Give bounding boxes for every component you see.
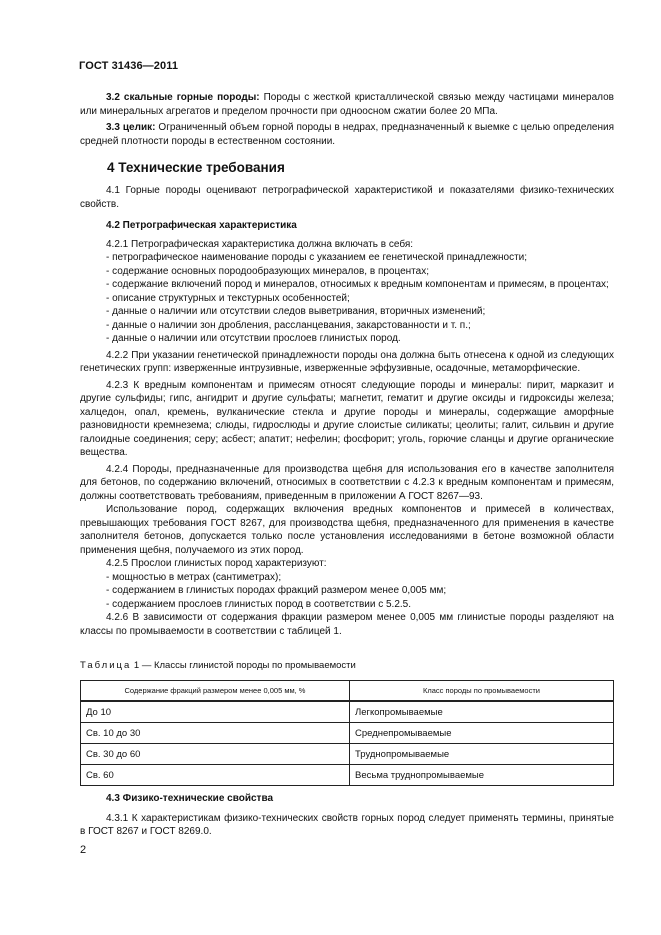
list2-item-2: - содержанием в глинистых породах фракций размером менее 0,005 мм; <box>106 585 447 596</box>
table-1-caption <box>80 660 356 671</box>
table-caption-label: Таблица <box>80 660 132 671</box>
paragraph-4-2-6: 4.2.6 В зависимости от содержания фракции размером менее 0,005 мм глинистые породы разделяют на классы по промываемости в соответствии с таблицей 1. <box>80 612 614 637</box>
paragraph-4-2-2: 4.2.2 При указании генетической принадлежности породы она должна быть отнесена к одной из следующих генетических групп: изверженные интрузивные, изверженные эффузивные, осадочные, метаморфические. <box>80 349 614 374</box>
table-row <box>81 744 614 765</box>
table-row <box>81 765 614 786</box>
page-number: 2 <box>80 844 87 856</box>
list1-item-1: - петрографическое наименование породы с указанием ее генетической принадлежности; <box>106 252 528 263</box>
table-cell-class: Среднепромываемые <box>350 723 614 744</box>
section-4-3-body <box>80 792 614 839</box>
paragraph-4-2-4: 4.2.4 Породы, предназначенные для производства щебня для использования его в качестве заполнителя для бетонов, по содержанию включений, относимых в соответствии с 4.2.3 к вредным компонентам и примесям, должны соответствовать требованиям, приведенным в приложении А ГОСТ 8267—93. <box>80 463 614 502</box>
section-4-title: 4 Технические требования <box>107 160 285 175</box>
definition-3-3-term: 3.3 целик: <box>106 122 156 133</box>
definition-3-3 <box>80 121 614 148</box>
paragraph-4-1: 4.1 Горные породы оценивают петрографической характеристикой и показателями физико-технических свойств. <box>80 185 614 210</box>
definition-3-2-term: 3.2 скальные горные породы: <box>106 92 260 103</box>
paragraph-4-2-4-continued: Использование пород, содержащих включения вредных компонентов и примесей в количествах, превышающих требования ГОСТ 8267, для производства щебня, предназначенного для применения в качестве заполнителя бетонов, допускается только после установления исследованиями в бетоне возможной области применения щебня, получаемого из этих пород. <box>80 504 614 556</box>
definitions-block <box>80 91 614 148</box>
list1-item-3: - содержание включений пород и минералов, относимых к вредным компонентам и примесям, в процентах; <box>106 279 609 290</box>
table-header-content: Содержание фракций размером менее 0,005 мм, % <box>81 681 350 702</box>
list1-item-7: - данные о наличии или отсутствии прослоев глинистых пород. <box>106 333 401 344</box>
table-cell-range: Св. 30 до 60 <box>81 744 350 765</box>
definition-3-3-text: Ограниченный объем горной породы в недрах, предназначенный к выемке с целью определения средней плотности породы в естественном состоянии. <box>80 122 614 147</box>
table-row <box>81 723 614 744</box>
section-4-3-title: 4.3 Физико-технические свойства <box>106 793 274 804</box>
paragraph-4-2-5: 4.2.5 Прослои глинистых пород характеризуют: <box>106 558 327 569</box>
table-cell-range: Св. 60 <box>81 765 350 786</box>
list1-item-4: - описание структурных и текстурных особенностей; <box>106 292 350 304</box>
table-cell-class: Труднопромываемые <box>350 744 614 765</box>
table-cell-class: Весьма труднопромываемые <box>350 765 614 786</box>
list2-item-1: - мощностью в метрах (сантиметрах); <box>106 571 282 583</box>
section-4-body <box>80 184 614 638</box>
list1-item-5: - данные о наличии или отсутствии следов выветривания, вторичных изменений; <box>106 306 486 317</box>
list1-item-6: - данные о наличии зон дробления, рассланцевания, закарстованности и т. п.; <box>106 319 471 331</box>
table-cell-class: Легкопромываемые <box>350 701 614 723</box>
table-row <box>81 701 614 723</box>
list2-item-3: - содержанием прослоев глинистых пород в соответствии с 5.2.5. <box>106 598 412 610</box>
table-caption-text: 1 — Классы глинистой породы по промываемости <box>133 660 356 671</box>
paragraph-4-2-1: 4.2.1 Петрографическая характеристика должна включать в себя: <box>106 238 414 250</box>
list1-item-2: - содержание основных породообразующих минералов, в процентах; <box>106 265 429 277</box>
paragraph-4-2-3: 4.2.3 К вредным компонентам и примесям относят следующие породы и минералы: пирит, марказит и другие сульфиды; гипс, ангидрит и другие сульфаты; магнетит, гематит и другие оксиды и гидроксиды железа; халцедон, опал, кремень, вулканические стекла и другие породы и минералы, содержащие аморфные разновидности кремнезема; слюды, гидрослюды и другие слоистые силикаты; цеолиты; галит, сильвин и другие галоидные соединения; серу; асбест; апатит; нефелин; фосфорит; уголь, горючие сланцы и другие органические вещества. <box>80 379 614 458</box>
document-code-header: ГОСТ 31436—2011 <box>79 60 179 72</box>
paragraph-4-3-1: 4.3.1 К характеристикам физико-технических свойств горных пород следует применять термины, принятые в ГОСТ 8267 и ГОСТ 8269.0. <box>80 812 614 837</box>
definition-3-2 <box>80 91 614 118</box>
table-1 <box>80 680 614 786</box>
definition-3-2-text: Породы с жесткой кристаллической связью между частицами минералов или минеральных агрегатов и пределом прочности при одноосном сжатии более 20 МПа. <box>80 92 614 117</box>
table-cell-range: До 10 <box>81 701 350 723</box>
table-header-class: Класс породы по промываемости <box>350 681 614 702</box>
section-4-2-title: 4.2 Петрографическая характеристика <box>106 220 297 231</box>
table-cell-range: Св. 10 до 30 <box>81 723 350 744</box>
table-header-row <box>81 681 614 702</box>
